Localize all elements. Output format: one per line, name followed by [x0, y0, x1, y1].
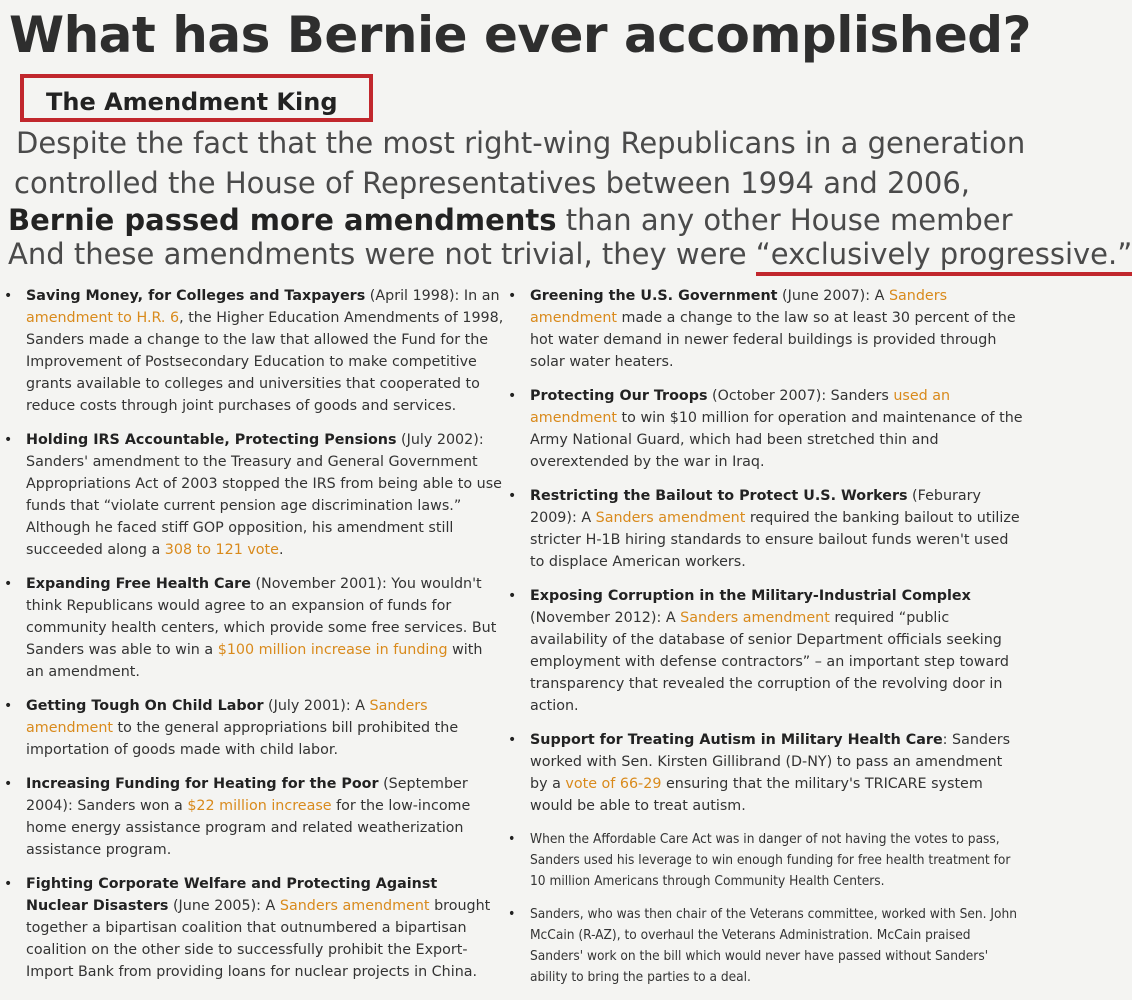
- item-heading: Getting Tough On Child Labor: [26, 698, 264, 714]
- lead-bold-claim: Bernie passed more amendments: [8, 203, 557, 237]
- item-text: (September 2004): Sanders won a: [26, 776, 468, 814]
- item-text: ensuring that the military's TRICARE system would be able to treat autism.: [530, 776, 983, 814]
- bullet-icon: •: [508, 588, 517, 604]
- item-text: When the Affordable Care Act was in danger of not having the votes to pass, Sanders used his leverage to win enough funding for free health treatment for 10 million Americans through Community Health Centers.: [530, 831, 1011, 889]
- left-column: [4, 285, 504, 995]
- item-text: to win $10 million for operation and maintenance of the Army National Guard, which had been stretched thin and overextended by the war in Iraq.: [530, 410, 1023, 470]
- item-heading: Increasing Funding for Heating for the Poor: [26, 776, 379, 792]
- item-text: with an amendment.: [26, 642, 483, 680]
- item-text: for the low-income home energy assistance program and related weatherization assistance program.: [26, 798, 471, 858]
- bullet-icon: •: [4, 776, 13, 792]
- lead-line-4-pre: And these amendments were not trivial, they were: [8, 237, 756, 271]
- list-item: [508, 904, 1024, 988]
- item-text: .: [278, 542, 284, 558]
- bullet-icon: •: [4, 698, 13, 714]
- item-text: (Feburary 2009): A: [530, 488, 981, 526]
- page-title: What has Bernie ever accomplished?: [8, 6, 1032, 64]
- item-link[interactable]: $22 million increase: [187, 798, 332, 814]
- list-item: [4, 873, 504, 983]
- list-item: [508, 485, 1024, 573]
- item-text: (July 2002): Sanders' amendment to the Treasury and General Government Appropriations Act of 2003 stopped the IRS from being able to use funds that “violate current pension age discrimination laws.” Although he faced stiff GOP opposition, his amendment still succeeded along a: [26, 432, 502, 558]
- item-heading: Expanding Free Health Care: [26, 576, 251, 592]
- item-heading: Restricting the Bailout to Protect U.S. Workers: [530, 488, 908, 504]
- item-text: (June 2005): A: [168, 898, 280, 914]
- bullet-icon: •: [508, 288, 517, 304]
- item-text: made a change to the law so at least 30 percent of the hot water demand in newer federal buildings is provided through solar water heaters.: [530, 310, 1016, 370]
- list-item: [508, 729, 1024, 817]
- item-text: required “public availability of the database of senior Department officials seeking employment with defense contractors” – an important step toward transparency that revealed the corruption of the revolving door in action.: [530, 610, 1009, 714]
- bullet-icon: •: [508, 732, 517, 748]
- list-item: [4, 773, 504, 861]
- item-text: (July 2001): A: [263, 698, 370, 714]
- item-heading: Holding IRS Accountable, Protecting Pensions: [26, 432, 397, 448]
- item-text: (November 2001): You wouldn't think Republicans would agree to an expansion of funds for community health centers, which provide some free services. But Sanders was able to win a: [26, 576, 497, 658]
- item-text: brought together a bipartisan coalition that outnumbered a bipartisan coalition on the other side to successfully prohibit the Export-Import Bank from providing loans for nuclear projects in China.: [26, 898, 491, 980]
- item-text: , the Higher Education Amendments of 1998, Sanders made a change to the law that allowed the Fund for the Improvement of Postsecondary Education to make competitive grants available to colleges and universities that cooperated to reduce costs through joint purchases of goods and services.: [26, 310, 504, 414]
- list-item: [4, 695, 504, 761]
- list-item: [4, 285, 504, 417]
- item-link[interactable]: Sanders amendment: [26, 698, 428, 736]
- list-item: [508, 385, 1024, 473]
- item-text: (April 1998): In an: [365, 288, 500, 304]
- item-link[interactable]: 308 to 121 vote: [164, 542, 279, 558]
- list-item: [508, 285, 1024, 373]
- list-item: [4, 429, 504, 561]
- item-link[interactable]: Sanders amendment: [595, 510, 746, 526]
- exclusively-progressive-quote: “exclusively progressive.”: [756, 237, 1132, 276]
- item-link[interactable]: Sanders amendment: [530, 288, 948, 326]
- bullet-icon: •: [508, 488, 517, 504]
- item-link[interactable]: $100 million increase in funding: [217, 642, 448, 658]
- bullet-icon: •: [4, 288, 13, 304]
- lead-line-1: Despite the fact that the most right-wing Republicans in a generation: [16, 126, 1026, 160]
- list-item: [508, 829, 1024, 892]
- item-text: to the general appropriations bill prohibited the importation of goods made with child labor.: [26, 720, 459, 758]
- item-text: (June 2007): A: [777, 288, 889, 304]
- item-heading: Saving Money, for Colleges and Taxpayers: [26, 288, 366, 304]
- item-heading: Support for Treating Autism in Military Health Care: [530, 732, 943, 748]
- item-heading: Protecting Our Troops: [530, 388, 708, 404]
- bullet-icon: •: [508, 388, 517, 404]
- right-column: [508, 285, 1024, 1000]
- lead-line-3: [8, 203, 1013, 237]
- lead-line-4: [8, 237, 1132, 271]
- bullet-icon: •: [508, 906, 516, 922]
- lead-line-3-rest: than any other House member: [556, 203, 1013, 237]
- list-item: [508, 585, 1024, 717]
- item-heading: Greening the U.S. Government: [530, 288, 778, 304]
- lead-line-2: controlled the House of Representatives between 1994 and 2006,: [14, 166, 971, 200]
- bullet-icon: •: [508, 831, 516, 847]
- bullet-icon: •: [4, 432, 13, 448]
- item-heading: Fighting Corporate Welfare and Protecting Against Nuclear Disasters: [26, 876, 438, 914]
- subtitle: The Amendment King: [46, 88, 338, 116]
- item-text: (November 2012): A: [530, 610, 681, 626]
- bullet-icon: •: [4, 576, 13, 592]
- item-link[interactable]: Sanders amendment: [680, 610, 830, 626]
- item-link[interactable]: amendment to H.R. 6: [26, 310, 180, 326]
- subtitle-box: [20, 74, 373, 122]
- item-link[interactable]: used an amendment: [530, 388, 951, 426]
- item-heading: Exposing Corruption in the Military-Industrial Complex: [530, 588, 971, 604]
- bullet-icon: •: [4, 876, 13, 892]
- item-link[interactable]: Sanders amendment: [279, 898, 430, 914]
- item-text: Sanders, who was then chair of the Veterans committee, worked with Sen. John McCain (R-AZ), to overhaul the Veterans Administration. McCain praised Sanders' work on the bill which would never have passed without Sanders' ability to bring the parties to a deal.: [530, 906, 1017, 985]
- item-link[interactable]: vote of 66-29: [565, 776, 662, 792]
- item-text: required the banking bailout to utilize stricter H-1B hiring standards to ensure bailout funds weren't used to displace American workers.: [530, 510, 1020, 570]
- list-item: [4, 573, 504, 683]
- item-text: : Sanders worked with Sen. Kirsten Gillibrand (D-NY) to pass an amendment by a: [530, 732, 1011, 792]
- item-text: (October 2007): Sanders: [707, 388, 894, 404]
